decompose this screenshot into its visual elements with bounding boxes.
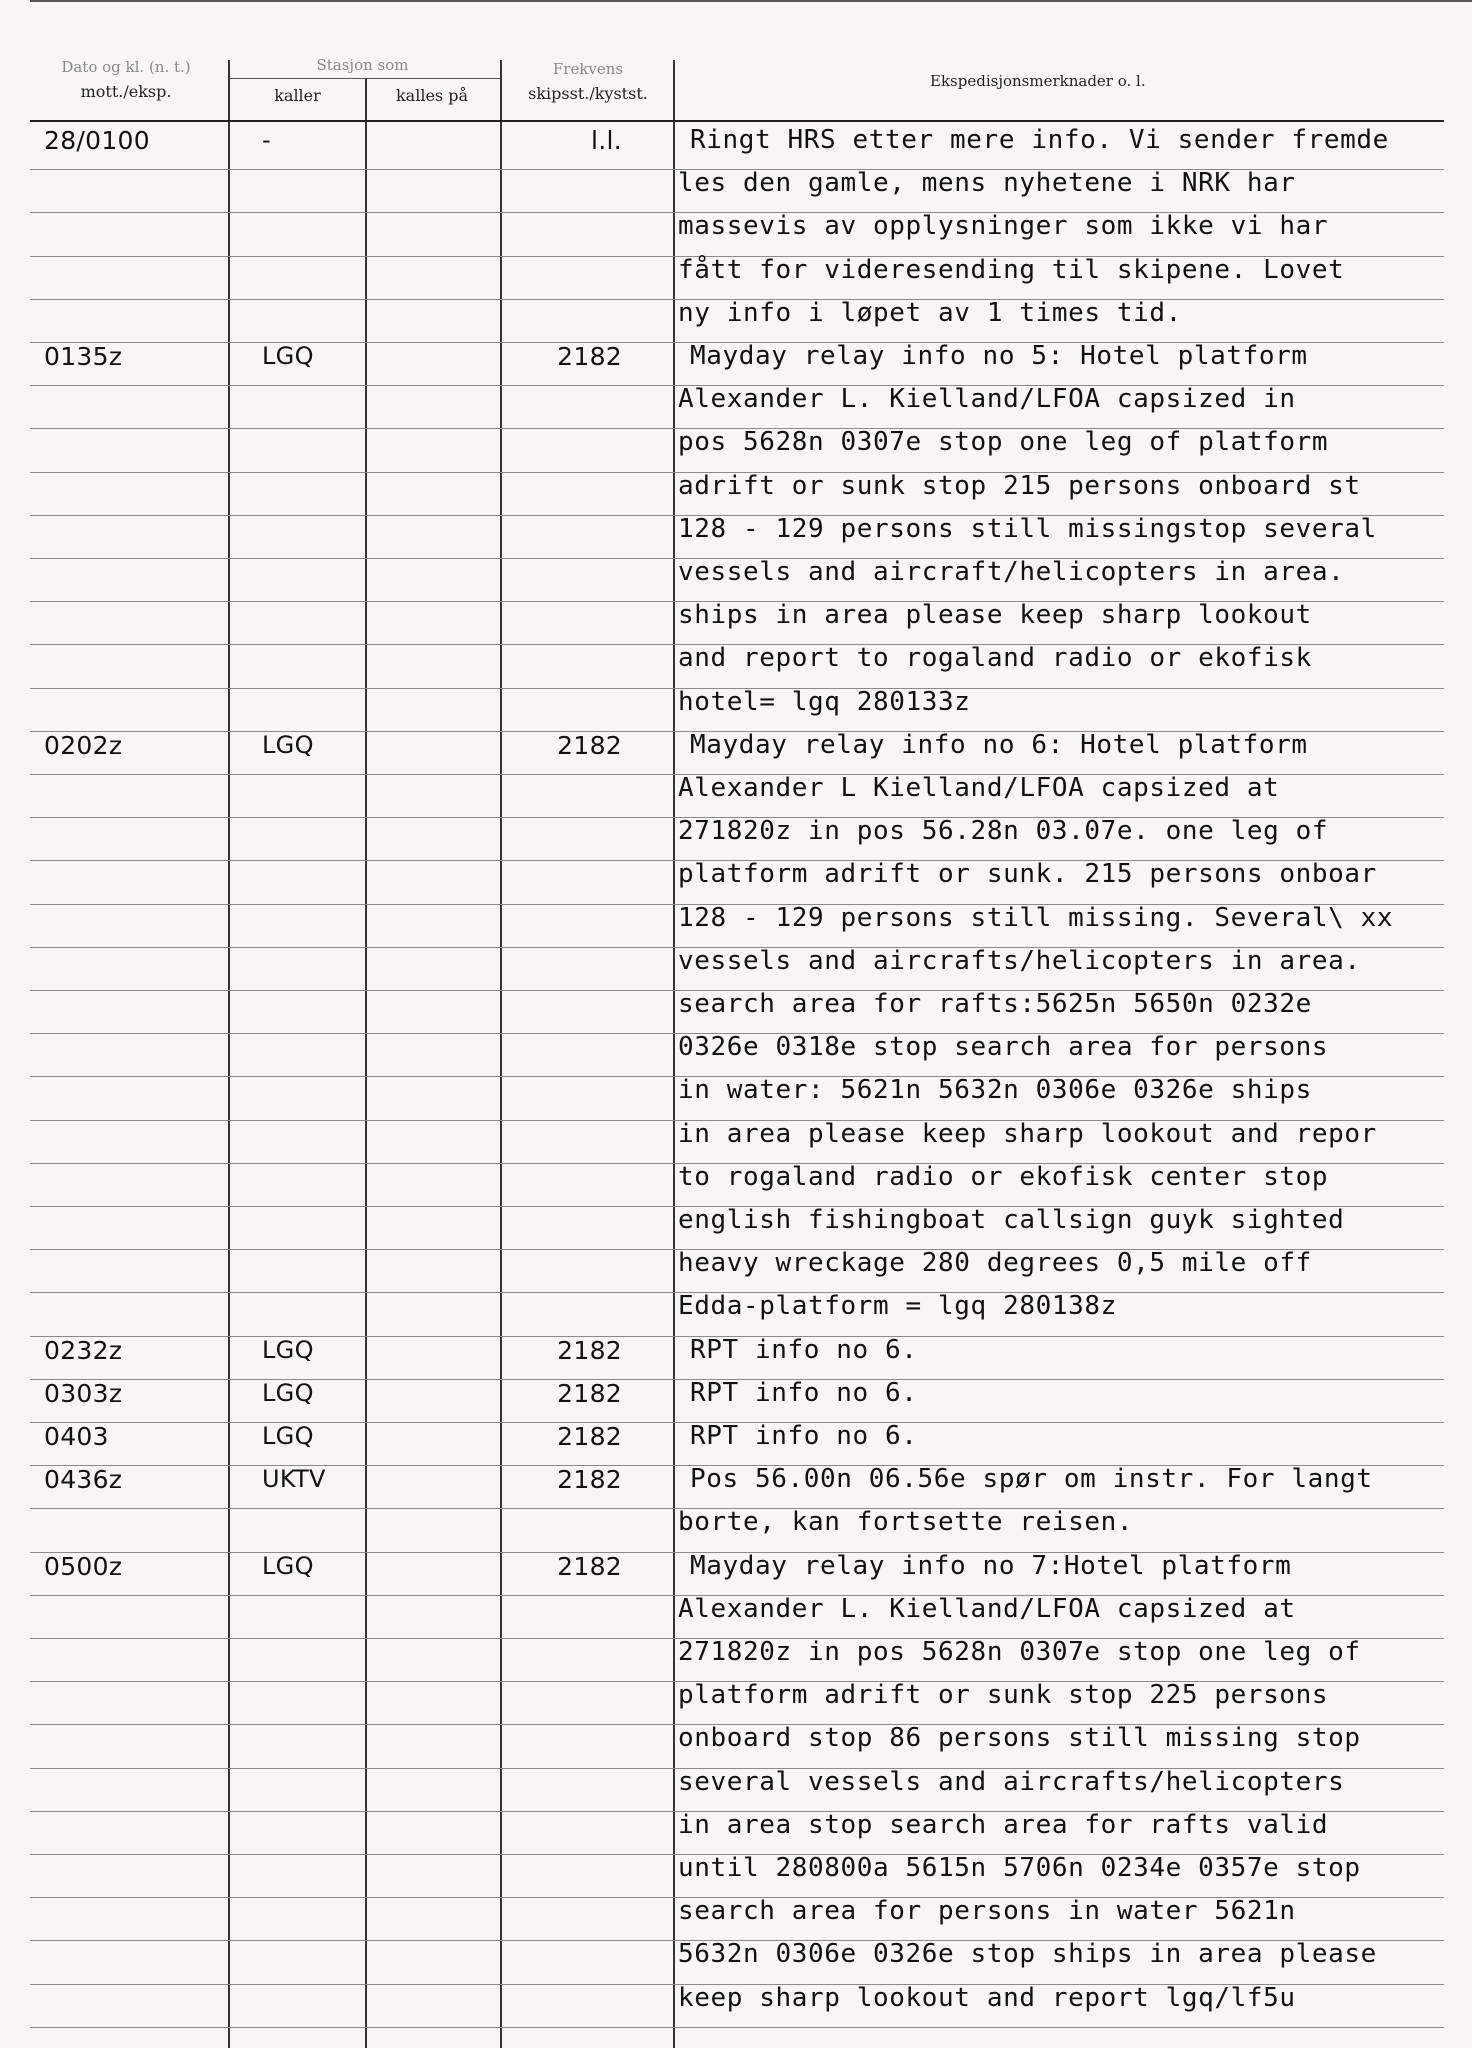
entry-remark-line: massevis av opplysninger som ikke vi har xyxy=(678,211,1329,242)
entry-frequency: 2182 xyxy=(557,1465,622,1495)
row-rule xyxy=(30,2027,1444,2028)
entry-remark-line: vessels and aircrafts/helicopters in area. xyxy=(678,945,1361,976)
entry-caller: LGQ xyxy=(262,1551,314,1580)
entry-remark-line: les den gamle, mens nyhetene i NRK har xyxy=(678,168,1296,199)
entry-remark-line: Ringt HRS etter mere info. Vi sender fremde xyxy=(690,125,1389,155)
entry-remark-line: platform adrift or sunk stop 225 persons xyxy=(678,1680,1329,1711)
entry-remark-line: until 280800a 5615n 5706n 0234e 0357e stop xyxy=(678,1853,1361,1883)
entry-date: 0232z xyxy=(44,1335,123,1365)
frame-top-line xyxy=(30,0,1472,2)
entry-remark-line: 128 - 129 persons still missing. Several\ xx xyxy=(678,902,1394,933)
entry-remark-line: RPT info no 6. xyxy=(690,1334,918,1365)
entry-remark-line: 271820z in pos 56.28n 03.07e. one leg of xyxy=(678,816,1329,847)
header-station-calls: kaller xyxy=(274,86,321,105)
rule-date-col xyxy=(228,60,230,2048)
entry-frequency: 2182 xyxy=(557,1422,622,1451)
entry-frequency: 2182 xyxy=(557,1378,622,1408)
entry-remark-line: adrift or sunk stop 215 persons onboard st xyxy=(678,470,1361,501)
entry-remark-line: english fishingboat callsign guyk sighted xyxy=(678,1205,1345,1235)
entry-remark-line: in area stop search area for rafts valid xyxy=(678,1809,1329,1840)
header-date-sub: mott./eksp. xyxy=(80,82,172,101)
entry-date: 0403 xyxy=(44,1422,109,1451)
entry-caller: LGQ xyxy=(262,1422,314,1450)
entry-date: 0436z xyxy=(44,1465,123,1495)
entry-frequency: l.l. xyxy=(591,126,622,155)
entry-date: 0303z xyxy=(44,1378,123,1408)
header-date: Dato og kl. (n. t.) xyxy=(61,58,191,76)
entry-remark-line: in area please keep sharp lookout and repor xyxy=(678,1118,1377,1149)
rule-calls-col xyxy=(365,78,367,2048)
entry-frequency: 2182 xyxy=(557,1335,622,1365)
header-bottom-rule xyxy=(30,120,1444,122)
entry-remark-line: onboard stop 86 persons still missing stop xyxy=(678,1723,1361,1754)
entry-remark-line: keep sharp lookout and report lgq/lf5u xyxy=(678,1982,1296,2013)
entry-caller: - xyxy=(262,126,271,154)
entry-frequency: 2182 xyxy=(557,1551,622,1581)
entry-remark-line: vessels and aircraft/helicopters in area. xyxy=(678,557,1345,587)
entry-remark-line: 271820z in pos 5628n 0307e stop one leg of xyxy=(678,1637,1361,1667)
entry-remark-line: Alexander L. Kielland/LFOA capsized in xyxy=(678,384,1296,415)
entry-caller: LGQ xyxy=(262,1378,314,1407)
entry-caller: LGQ xyxy=(262,1335,314,1364)
entry-remark-line: in water: 5621n 5632n 0306e 0326e ships xyxy=(678,1075,1312,1106)
entry-remark-line: 5632n 0306e 0326e stop ships in area please xyxy=(678,1939,1377,1970)
entry-remark-line: several vessels and aircrafts/helicopters xyxy=(678,1766,1345,1797)
entry-remark-line: and report to rogaland radio or ekofisk xyxy=(678,643,1312,674)
entry-frequency: 2182 xyxy=(557,342,622,371)
entry-remark-line: Edda-platform = lgq 280138z xyxy=(678,1291,1117,1322)
entry-date: 0500z xyxy=(44,1551,123,1581)
entry-remark-line: pos 5628n 0307e stop one leg of platform xyxy=(678,427,1329,458)
entry-remark-line: platform adrift or sunk. 215 persons onboar xyxy=(678,859,1377,890)
entry-remark-line: borte, kan fortsette reisen. xyxy=(678,1507,1134,1538)
rule-freq-col xyxy=(673,60,675,2048)
entry-remark-line: Mayday relay info no 7:Hotel platform xyxy=(690,1550,1292,1581)
entry-remark-line: Mayday relay info no 6: Hotel platform xyxy=(690,729,1308,760)
entry-remark-line: heavy wreckage 280 degrees 0,5 mile off xyxy=(678,1248,1312,1279)
header-freq-sub: skipsst./kystst. xyxy=(528,84,648,103)
entry-remark-line: hotel= lgq 280133z xyxy=(678,686,971,717)
entry-remark-line: 0326e 0318e stop search area for persons xyxy=(678,1032,1329,1063)
entry-remark-line: RPT info no 6. xyxy=(690,1421,918,1451)
entry-remark-line: Mayday relay info no 5: Hotel platform xyxy=(690,341,1308,371)
header-station-called: kalles på xyxy=(395,86,468,105)
rule-station-col xyxy=(500,60,502,2048)
entry-remark-line: 128 - 129 persons still missingstop several xyxy=(678,513,1377,544)
entry-remark-line: RPT info no 6. xyxy=(690,1377,918,1408)
entry-remark-line: to rogaland radio or ekofisk center stop xyxy=(678,1161,1329,1192)
entry-date: 0202z xyxy=(44,730,123,760)
entry-remark-line: Alexander L. Kielland/LFOA capsized at xyxy=(678,1593,1296,1624)
entry-remark-line: Pos 56.00n 06.56e spør om instr. For langt xyxy=(690,1464,1373,1495)
header-freq: Frekvens xyxy=(552,60,624,78)
entry-remark-line: Alexander L Kielland/LFOA capsized at xyxy=(678,773,1280,803)
entry-caller: UKTV xyxy=(262,1465,326,1494)
entry-date: 28/0100 xyxy=(44,126,150,155)
header-station: Stasjon som xyxy=(316,56,409,74)
entry-frequency: 2182 xyxy=(557,730,622,760)
entry-remark-line: search area for persons in water 5621n xyxy=(678,1896,1296,1927)
entry-remark-line: ships in area please keep sharp lookout xyxy=(678,600,1312,631)
entry-date: 0135z xyxy=(44,342,123,371)
header-remarks: Ekspedisjonsmerknader o. l. xyxy=(930,72,1146,90)
entry-remark-line: ny info i løpet av 1 times tid. xyxy=(678,297,1182,328)
entry-caller: LGQ xyxy=(262,730,314,759)
entry-remark-line: fått for videresending til skipene. Lovet xyxy=(678,254,1345,285)
entry-remark-line: search area for rafts:5625n 5650n 0232e xyxy=(678,989,1312,1019)
entry-caller: LGQ xyxy=(262,342,314,370)
